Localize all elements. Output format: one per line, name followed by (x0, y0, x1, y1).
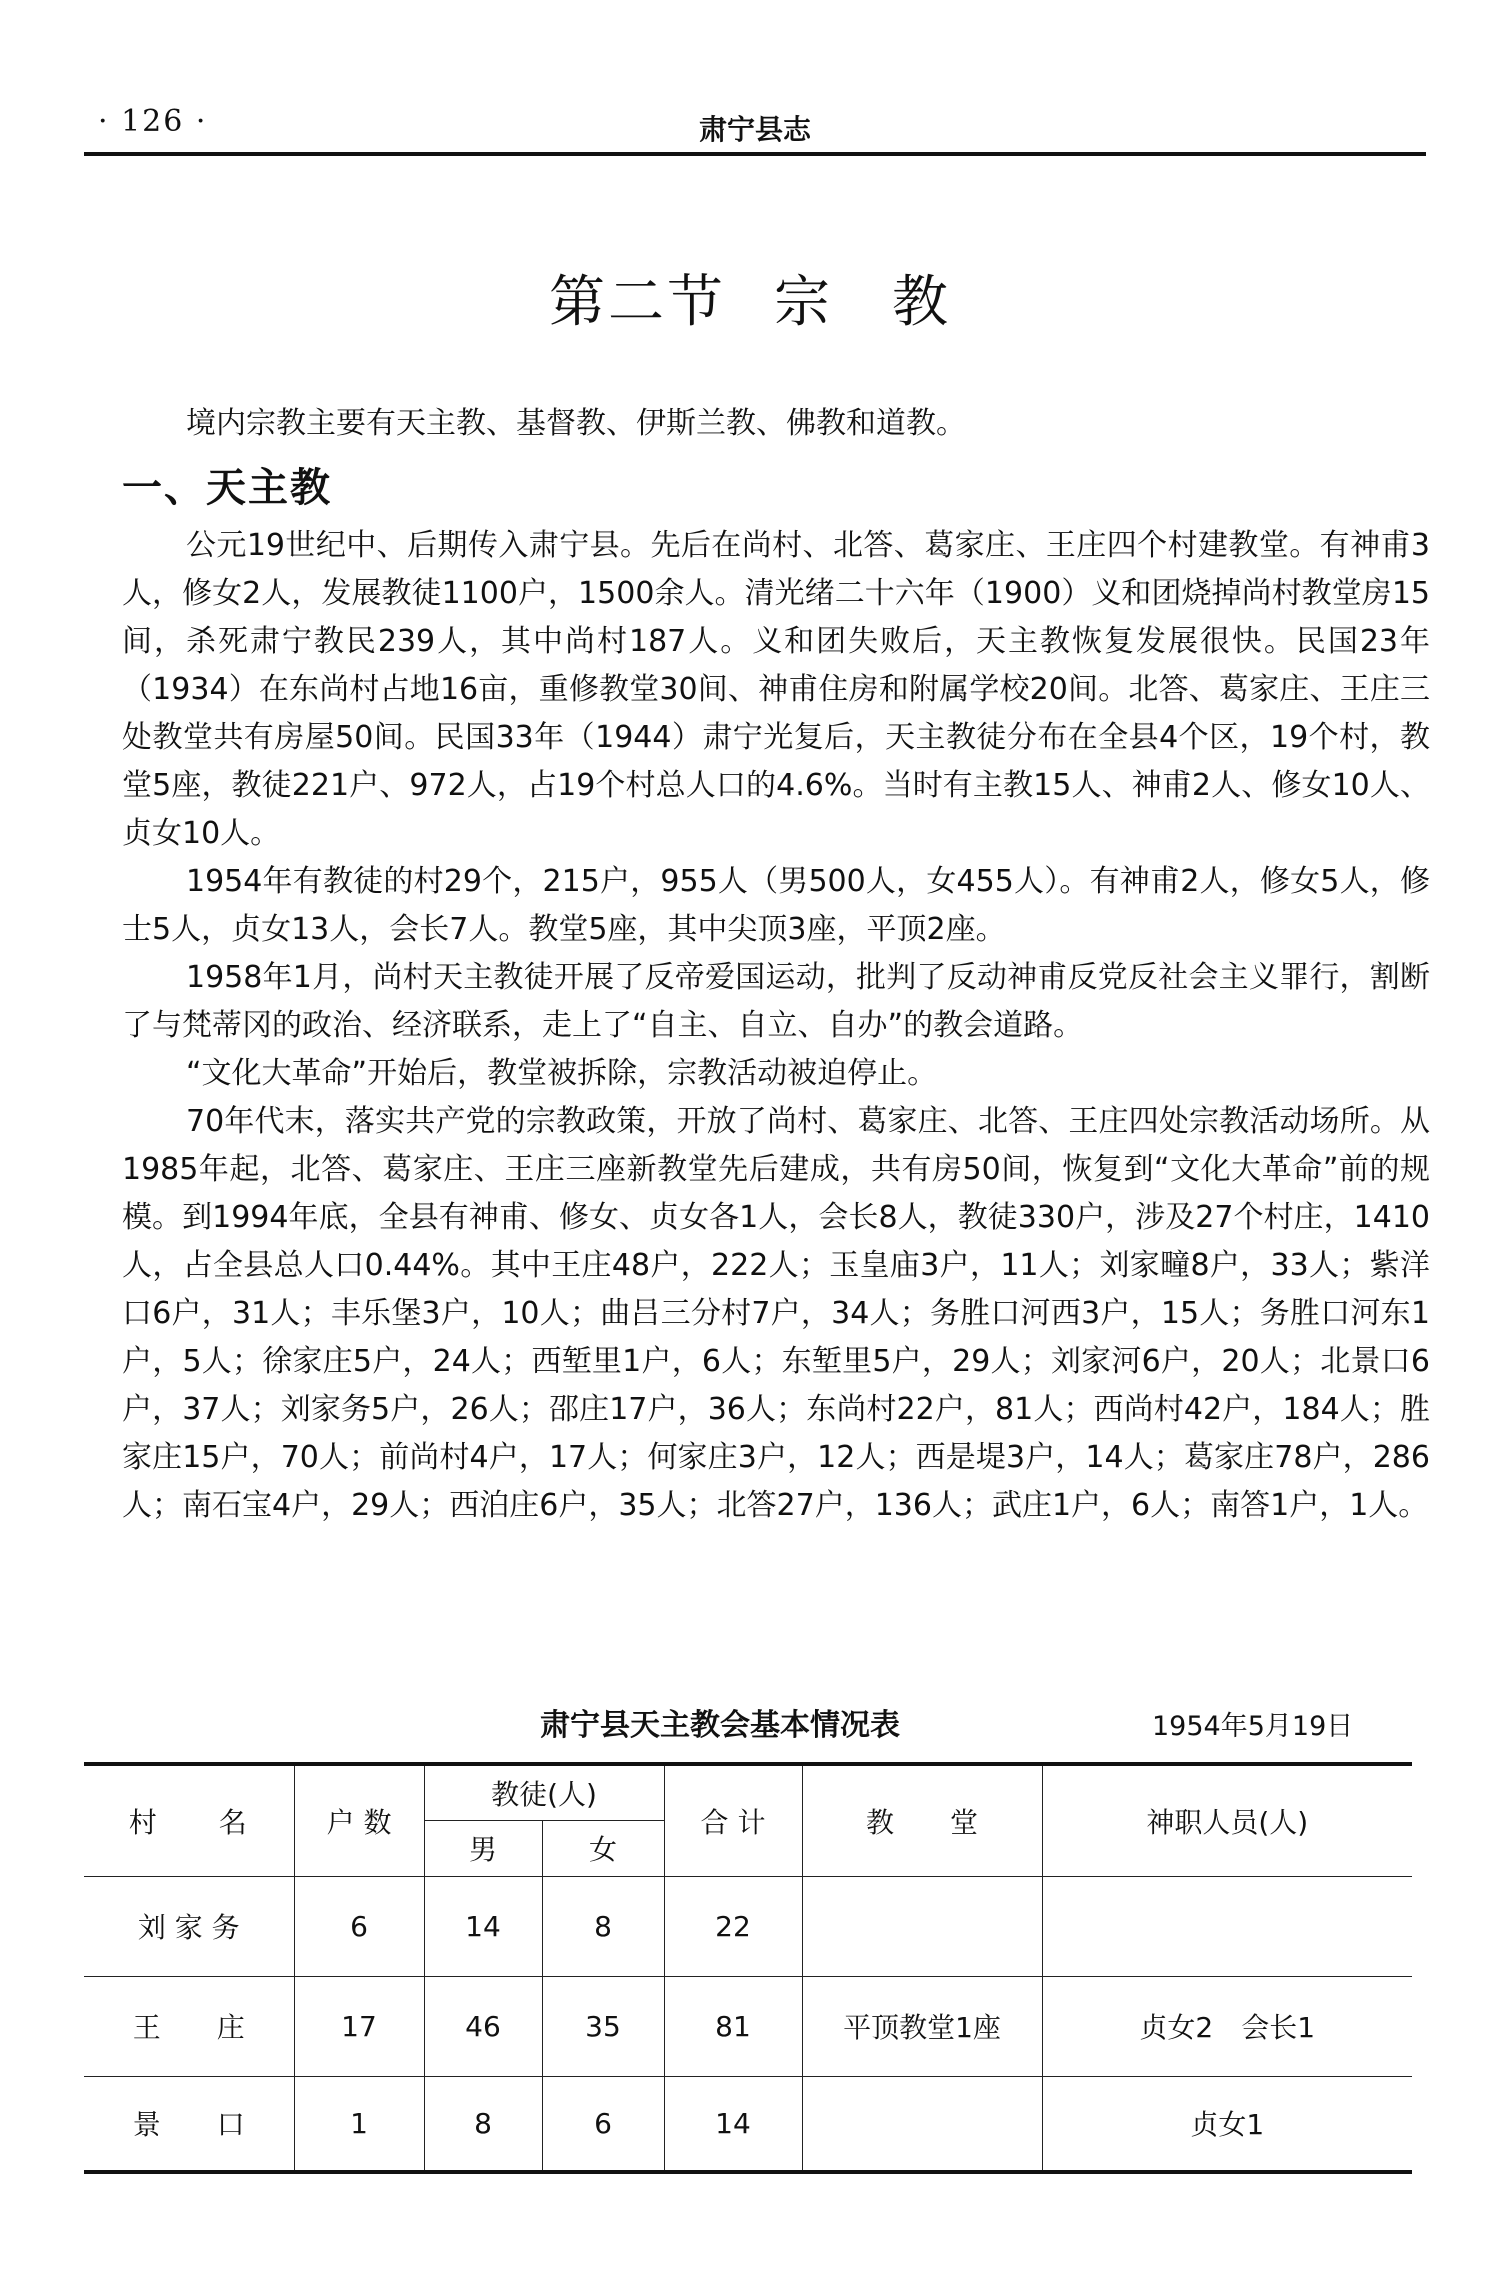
paragraph: 1958年1月，尚村天主教徒开展了反帝爱国运动，批判了反动神甫反党反社会主义罪行，割断了与梵蒂冈的政治、经济联系，走上了“自主、自立、自办”的教会道路。 (122, 960, 1430, 1043)
cell-households: 17 (294, 1976, 424, 2076)
paragraph: “文化大革命”开始后，教堂被拆除，宗教活动被迫停止。 (186, 1056, 938, 1091)
cell-total: 22 (664, 1876, 802, 1976)
paragraph: 公元19世纪中、后期传入肃宁县。先后在尚村、北答、葛家庄、王庄四个村建教堂。有神甫3人，修女2人，发展教徒1100户，1500余人。清光绪二十六年（1900）义和团烧掉尚村教堂房15间，杀死肃宁教民239人，其中尚村187人。义和团失败后，天主教恢复发展很快。民国23年（1934）在东尚村占地16亩，重修教堂30间、神甫住房和附属学校20间。北答、葛家庄、王庄三处教堂共有房屋50间。民国33年（1944）肃宁光复后，天主教徒分布在全县4个区，19个村，教堂5座，教徒221户、972人，占19个村总人口的4.6%。当时有主教15人、神甫2人、修女10人、贞女10人。 (122, 528, 1430, 851)
cell-church: 平顶教堂1座 (802, 1976, 1042, 2076)
header-village: 村 名 (84, 1764, 294, 1876)
section-number: 第二节 (549, 270, 726, 335)
paragraph: 70年代末，落实共产党的宗教政策，开放了尚村、葛家庄、北答、王庄四处宗教活动场所。从1985年起，北答、葛家庄、王庄三座新教堂先后建成，共有房50间，恢复到“文化大革命”前的规模。到1994年底，全县有神甫、修女、贞女各1人，会长8人，教徒330户，涉及27个村庄，1410人，占全县总人口0.44%。其中王庄48户，222人；玉皇庙3户，11人；刘家疃8户，33人；紫洋口6户，31人；丰乐堡3户，10人；曲吕三分村7户，34人；务胜口河西3户，15人；务胜口河东1户，5人；徐家庄5户，24人；西堑里1户，6人；东堑里5户，29人；刘家河6户，20人；北景口6户，37人；刘家务5户，26人；邵庄17户，36人；东尚村22户，81人；西尚村42户，184人；胜家庄15户，70人；前尚村4户，17人；何家庄3户，12人；西是堤3户，14人；葛家庄78户，286人；南石宝4户，29人；西泊庄6户，35人；北答27户，136人；武庄1户，6人；南答1户，1人。 (122, 1104, 1430, 1523)
catholic-church-table (84, 1762, 1412, 2174)
cell-village: 刘 家 务 (84, 1876, 294, 1976)
cell-total: 14 (664, 2076, 802, 2172)
header-female: 女 (542, 1820, 664, 1876)
intro-paragraph-block (122, 400, 1430, 448)
cell-church (802, 2076, 1042, 2172)
table-caption (0, 1700, 1500, 1743)
header-total: 合 计 (664, 1764, 802, 1876)
book-title: 肃宁县志 (698, 113, 811, 146)
subheading: 一、天主教 (122, 464, 332, 511)
cell-church (802, 1876, 1042, 1976)
section-topic: 宗 教 (774, 270, 951, 335)
table-title: 肃宁县天主教会基本情况表 (540, 1708, 900, 1743)
cell-male: 14 (424, 1876, 542, 1976)
cell-village: 景 口 (84, 2076, 294, 2172)
intro-paragraph: 境内宗教主要有天主教、基督教、伊斯兰教、佛教和道教。 (186, 406, 966, 441)
section-title (0, 258, 1500, 338)
table-row (84, 1876, 1412, 1976)
header-clergy: 神职人员(人) (1042, 1764, 1412, 1876)
body-text (122, 522, 1430, 1530)
header-male: 男 (424, 1820, 542, 1876)
cell-male: 46 (424, 1976, 542, 2076)
cell-households: 1 (294, 2076, 424, 2172)
cell-female: 35 (542, 1976, 664, 2076)
cell-female: 6 (542, 2076, 664, 2172)
table-date: 1954年5月19日 (1152, 1711, 1354, 1742)
header-church: 教 堂 (802, 1764, 1042, 1876)
cell-male: 8 (424, 2076, 542, 2172)
cell-total: 81 (664, 1976, 802, 2076)
cell-households: 6 (294, 1876, 424, 1976)
header-believers: 教徒(人) (424, 1764, 664, 1820)
page-header (84, 104, 1426, 152)
cell-village: 王 庄 (84, 1976, 294, 2076)
cell-clergy: 贞女2 会长1 (1042, 1976, 1412, 2076)
cell-female: 8 (542, 1876, 664, 1976)
header-rule (84, 152, 1426, 156)
table-row (84, 1976, 1412, 2076)
header-households: 户 数 (294, 1764, 424, 1876)
table-row (84, 2076, 1412, 2172)
page-number: · 126 · (98, 104, 208, 139)
paragraph: 1954年有教徒的村29个，215户，955人（男500人，女455人）。有神甫2人，修女5人，修士5人，贞女13人，会长7人。教堂5座，其中尖顶3座，平顶2座。 (122, 864, 1430, 947)
cell-clergy: 贞女1 (1042, 2076, 1412, 2172)
cell-clergy (1042, 1876, 1412, 1976)
